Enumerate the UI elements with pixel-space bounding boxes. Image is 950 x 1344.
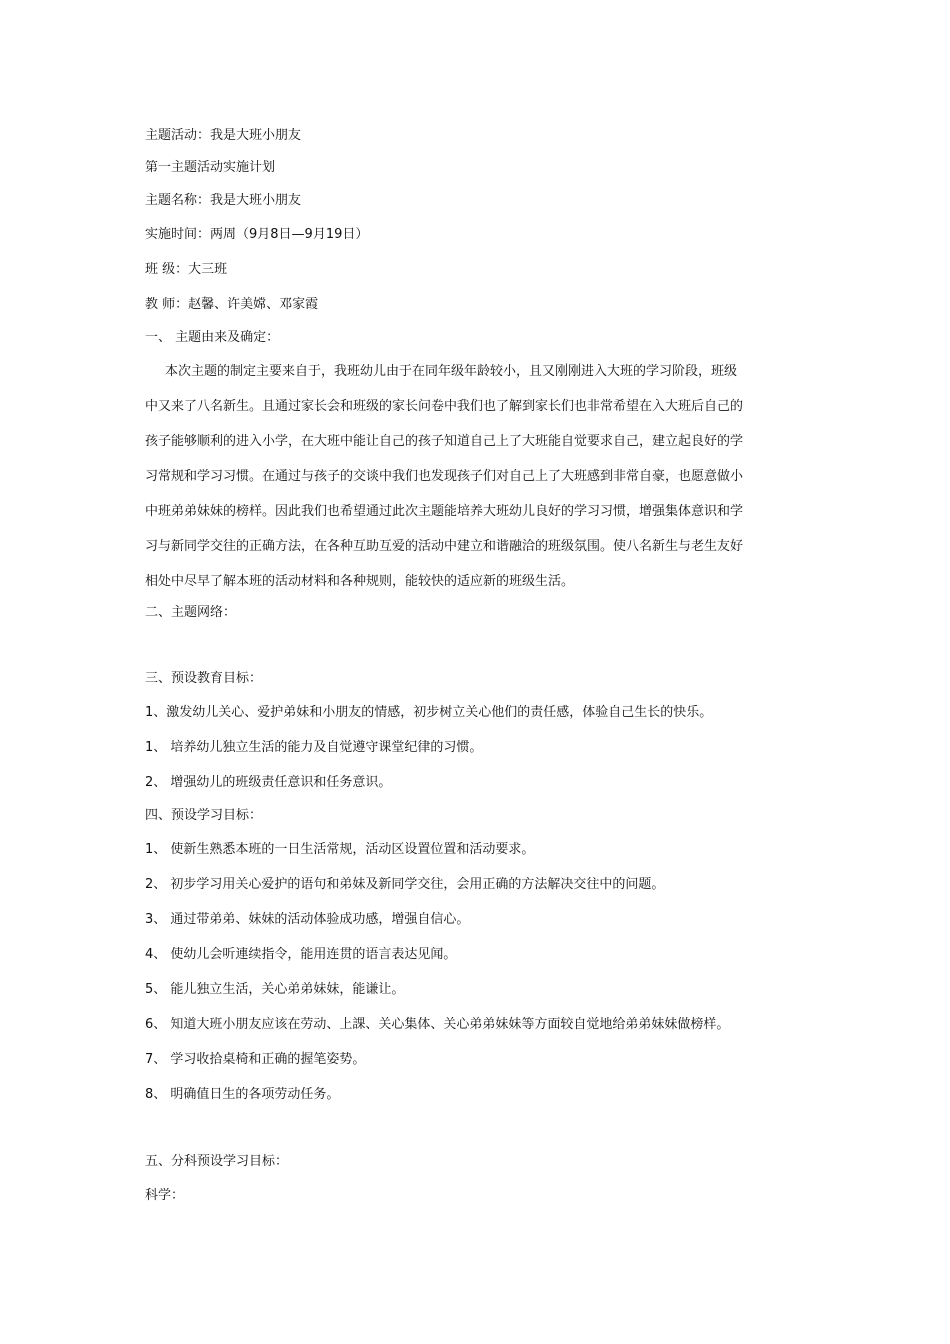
list-item-text: 使新生熟悉本班的一日生活常规，活动区设置位置和活动要求。 (166, 842, 535, 857)
list-item-text: 使幼儿会听連续指令，能用连贯的语言表达见闻。 (166, 947, 457, 962)
section1-paragraph-line: 本次主题的制定主要来自于，我班幼儿由于在同年级年龄较小，且又刚刚进入大班的学习阶段，班级 (165, 364, 738, 379)
list-item (145, 1085, 339, 1105)
section4-heading: 四、预设学习目标： (145, 808, 263, 823)
section3-heading: 三、预设教育目标： (145, 671, 263, 686)
list-item (145, 875, 664, 895)
class-info: 班 级：大三班 (145, 262, 228, 277)
list-item-number: 3、 (145, 912, 167, 927)
list-item-number: 2、 (145, 877, 167, 892)
list-item-text: 通过带弟弟、妹妹的活动体验成功感，增强自信心。 (166, 912, 470, 927)
list-item (145, 980, 404, 1000)
list-item (145, 1015, 729, 1035)
list-item-number: 4、 (145, 947, 167, 962)
list-item-text: 增强幼儿的班级责任意识和任务意识。 (166, 775, 392, 790)
list-item-text: 初步学习用关心爱护的语句和弟妹及新同学交往，会用正确的方法解决交往中的问题。 (166, 877, 665, 892)
plan-title: 第一主题活动实施计划 (145, 160, 276, 175)
implementation-time (145, 225, 368, 245)
list-item-text: 培养幼儿独立生活的能力及自觉遵守课堂纪律的习惯。 (166, 740, 483, 755)
list-item (145, 738, 482, 758)
time-suffix: ） (355, 227, 369, 242)
time-value: 9月8日—9月19日 (249, 227, 356, 242)
list-item-text: 能儿独立生活，关心弟弟妹妹，能谦让。 (166, 982, 405, 997)
list-item-number: 1、 (145, 705, 167, 720)
list-item (145, 910, 469, 930)
list-item-number: 6、 (145, 1017, 167, 1032)
time-prefix: 实施时间：两周（ (145, 227, 250, 242)
list-item (145, 840, 534, 860)
section1-paragraph-line: 习与新同学交往的正确方法，在各种互助互爱的活动中建立和谐融洽的班级氛围。使八名新生与老生友好 (145, 539, 744, 554)
section1-paragraph-line: 习常规和学习习惯。在通过与孩子的交谈中我们也发现孩子们对自己上了大班感到非常自豪，也愿意做小 (145, 469, 744, 484)
list-item-text: 学习收拾桌椅和正确的握笔姿势。 (166, 1052, 366, 1067)
section1-paragraph-line: 相处中尽早了解本班的活动材料和各种规则，能较快的适应新的班级生活。 (145, 574, 575, 589)
section1-paragraph-line: 中又来了八名新生。且通过家长会和班级的家长问卷中我们也了解到家长们也非常希望在入大班后自己的 (145, 399, 744, 414)
list-item-text: 知道大班小朋友应该在劳动、上課、关心集体、关心弟弟妹妹等方面较自觉地给弟弟妹妹做榜样。 (166, 1017, 730, 1032)
activity-title: 主题活动：我是大班小朋友 (145, 128, 302, 143)
list-item-number: 1、 (145, 842, 167, 857)
section1-heading: 一、 主题由来及确定： (145, 330, 280, 345)
teachers: 教 师：赵馨、许美嫦、邓家霞 (145, 297, 319, 312)
section1-paragraph-line: 孩子能够顺利的进入小学，在大班中能让自己的孩子知道自己上了大班能自觉要求自己，建立起良好的学 (145, 434, 744, 449)
list-item-number: 7、 (145, 1052, 167, 1067)
list-item (145, 1050, 365, 1070)
theme-name: 主题名称：我是大班小朋友 (145, 193, 302, 208)
list-item (145, 773, 391, 793)
section5-subheading: 科学： (145, 1188, 185, 1203)
list-item-text: 激发幼儿关心、爱护弟妹和小朋友的情感，初步树立关心他们的责任感，体验自己生长的快乐。 (166, 705, 713, 720)
section5-heading: 五、分科预设学习目标： (145, 1154, 289, 1169)
section1-paragraph-line: 中班弟弟妹妹的榜样。因此我们也希望通过此次主题能培养大班幼儿良好的学习习惯，增强集体意识和学 (145, 504, 744, 519)
list-item-number: 8、 (145, 1087, 167, 1102)
list-item-number: 1、 (145, 740, 167, 755)
list-item-text: 明确值日生的各项劳动任务。 (166, 1087, 340, 1102)
section2-heading: 二、主题网络： (145, 605, 237, 620)
list-item (145, 945, 456, 965)
list-item-number: 5、 (145, 982, 167, 997)
list-item-number: 2、 (145, 775, 167, 790)
list-item (145, 703, 712, 723)
